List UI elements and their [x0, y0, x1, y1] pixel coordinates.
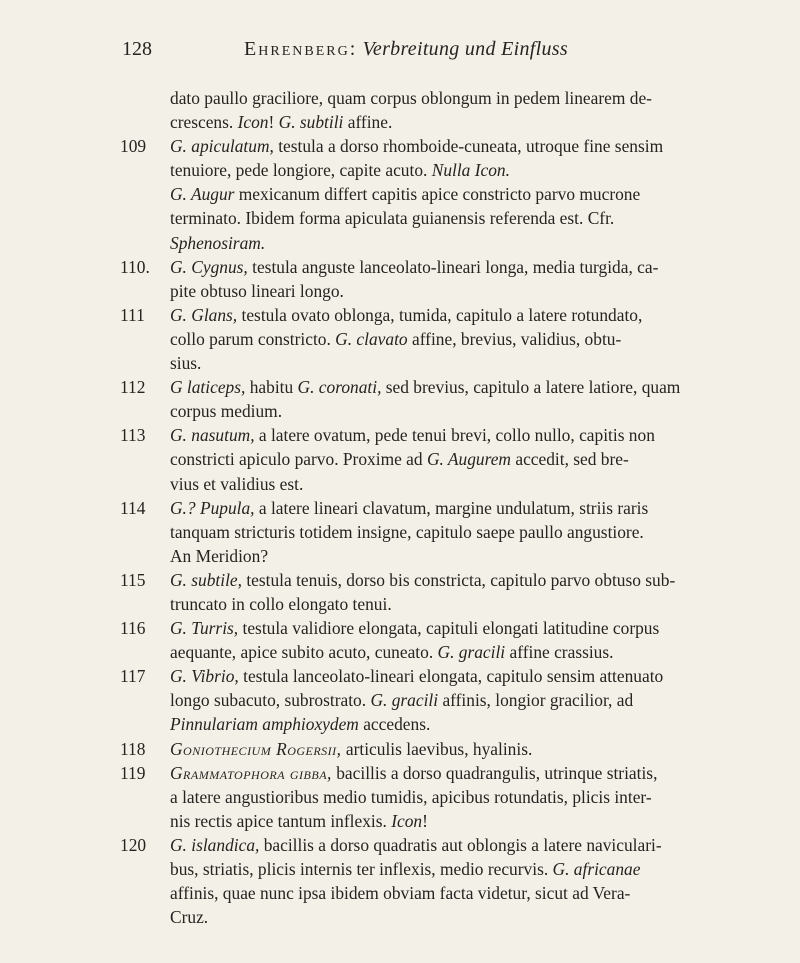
italic-run: G. gracili [370, 690, 439, 711]
entry-number: 114 [120, 497, 146, 518]
line-text [170, 423, 655, 447]
text-line [122, 520, 702, 544]
text-run: habitu [245, 377, 298, 398]
page-header [122, 38, 690, 68]
line-text [170, 351, 201, 375]
line-text [170, 905, 208, 929]
text-run: bacillis a dorso quadrangulis, utrinque striatis, [331, 762, 658, 783]
text-run: nis rectis apice tantum inflexis. [170, 810, 392, 831]
entry-number: 119 [120, 762, 146, 783]
italic-run: G. Cygnus, [170, 256, 248, 277]
text-line [122, 664, 702, 688]
line-text [170, 182, 640, 206]
text-run: a latere angustioribus medio tumidis, apicibus rotundatis, plicis inter- [170, 786, 652, 807]
text-run: bus, striatis, plicis internis ter inflexis, medio recurvis. [170, 859, 553, 879]
text-run: pite obtuso lineari longo. [170, 280, 344, 301]
line-text [170, 231, 265, 255]
italic-run: G.? Pupula, [170, 497, 255, 518]
line-text [170, 158, 510, 182]
text-run: mexicanum differt capitis apice constricto parvo mucrone [234, 184, 641, 205]
text-line [122, 640, 702, 664]
entry-number: 112 [120, 377, 146, 398]
text-run: truncato in collo elongato tenui. [170, 593, 392, 614]
text-run: accedit, sed bre- [511, 449, 629, 470]
entry-number: 115 [120, 569, 146, 590]
italic-run: G. africanae [552, 859, 641, 879]
text-run: a latere lineari clavatum, margine undulatum, striis raris [254, 497, 649, 518]
italic-run: G. Vibrio, [170, 666, 239, 687]
text-run: testula anguste lanceolato-lineari longa, media turgida, ca- [247, 256, 659, 277]
italic-run: G. coronati, [297, 377, 382, 398]
line-text [170, 399, 282, 423]
text-line [122, 737, 702, 761]
text-run: affine. [343, 112, 393, 133]
italic-run: Grammatophora gibba, [170, 762, 332, 783]
text-line [122, 206, 702, 230]
text-run: crescens. [170, 112, 238, 133]
line-text [170, 134, 663, 158]
running-head-author: Ehrenberg: [244, 38, 358, 60]
text-run: , testula a dorso rhomboide-cuneata, utroque fine sensim [269, 136, 664, 157]
line-text [170, 544, 268, 568]
text-line [122, 544, 702, 568]
text-run: ! [268, 112, 279, 133]
line-text [170, 206, 614, 230]
italic-run: G laticeps, [170, 377, 246, 398]
entry-number: 110. [120, 256, 150, 277]
text-run: a latere ovatum, pede tenui brevi, collo nullo, capitis non [254, 425, 655, 446]
text-line [122, 447, 702, 471]
text-line [122, 279, 702, 303]
running-head-title: Verbreitung und Einfluss [362, 38, 568, 60]
entry-number: 117 [120, 666, 146, 687]
text-run: tanquam stricturis totidem insigne, capitulo saepe paullo angustiore. [170, 521, 644, 542]
line-text [170, 447, 629, 471]
text-run: constricti apiculo parvo. Proxime ad [170, 449, 427, 470]
italic-run: G. islandica, [170, 834, 260, 855]
text-line [122, 255, 702, 279]
entry-number: 113 [120, 425, 146, 446]
text-line [122, 857, 702, 881]
line-text [170, 592, 392, 616]
line-text [170, 472, 303, 496]
text-line [122, 231, 702, 255]
text-run: accedens. [358, 714, 431, 735]
line-text [170, 110, 392, 134]
line-text [170, 279, 344, 303]
text-line [122, 592, 702, 616]
text-line [122, 327, 702, 351]
text-run: affinis, longior gracilior, ad [438, 690, 634, 711]
text-line [122, 351, 702, 375]
line-text [170, 664, 663, 688]
line-text [170, 712, 430, 736]
italic-run: G. Augur [170, 184, 235, 205]
line-text [170, 785, 652, 809]
italic-run: G. apiculatum [170, 136, 270, 157]
italic-run: G. Augurem [426, 449, 511, 470]
text-line [122, 905, 702, 929]
text-line [122, 303, 702, 327]
text-line [122, 375, 702, 399]
text-run: ! [422, 810, 428, 831]
line-text [170, 303, 642, 327]
line-text [170, 833, 662, 857]
text-line [122, 568, 702, 592]
line-text [170, 255, 658, 279]
text-run: An Meridion? [170, 545, 269, 566]
italic-run: Pinnulariam amphioxydem [170, 714, 359, 735]
italic-run: Icon [237, 112, 269, 133]
text-run: bacillis a dorso quadratis aut oblongis a latere naviculari- [259, 834, 662, 855]
text-run: dato paullo graciliore, quam corpus oblongum in pedem linearem de- [170, 88, 652, 108]
text-line [122, 86, 702, 110]
line-text [170, 881, 630, 905]
text-run: testula lanceolato-lineari elongata, capitulo sensim attenuato [238, 666, 664, 687]
italic-run: G. Glans, [170, 304, 238, 325]
text-run: sius. [170, 353, 202, 374]
line-text [170, 327, 621, 351]
text-line [122, 785, 702, 809]
text-run: terminato. Ibidem forma apiculata guianensis referenda est. Cfr. [170, 208, 615, 229]
text-line [122, 761, 702, 785]
text-run: testula validiore elongata, capituli elongati latitudine corpus [238, 618, 660, 639]
italic-run: G. subtili [278, 112, 344, 133]
text-line [122, 134, 702, 158]
line-text [170, 86, 652, 110]
entry-number: 116 [120, 618, 146, 639]
italic-run: Icon [391, 810, 423, 831]
text-line [122, 688, 702, 712]
entry-number: 118 [120, 738, 146, 759]
text-line [122, 833, 702, 857]
body-text [122, 86, 702, 929]
text-run: affine crassius. [505, 642, 614, 663]
text-run: testula ovato oblonga, tumida, capitulo a latere rotundato, [237, 304, 643, 325]
text-run: aequante, apice subito acuto, cuneato. [170, 642, 438, 663]
text-line [122, 616, 702, 640]
italic-run: G. clavato [335, 328, 408, 349]
italic-run: Nulla Icon. [431, 160, 510, 181]
line-text [170, 568, 675, 592]
text-line [122, 182, 702, 206]
text-run: testula tenuis, dorso bis constricta, capitulo parvo obtuso sub- [241, 569, 676, 590]
text-run: tenuiore, pede longiore, capite acuto. [170, 160, 432, 181]
line-text [170, 688, 633, 712]
line-text [170, 761, 657, 785]
line-text [170, 616, 659, 640]
text-line [122, 496, 702, 520]
line-text [170, 857, 640, 881]
entry-number: 111 [120, 304, 145, 325]
text-run: collo parum constricto. [170, 328, 336, 349]
page-number: 128 [122, 38, 152, 60]
italic-run: Sphenosiram. [170, 232, 266, 253]
text-run: Cruz. [170, 907, 209, 928]
entry-number: 120 [120, 834, 147, 855]
italic-run: G. subtile, [170, 569, 242, 590]
text-line [122, 472, 702, 496]
line-text [170, 737, 532, 761]
text-run: corpus medium. [170, 401, 283, 422]
text-line [122, 712, 702, 736]
text-line [122, 809, 702, 833]
italic-run: Goniothecium Rogersii, [170, 738, 342, 759]
italic-run: G. nasutum, [170, 425, 255, 446]
text-line [122, 110, 702, 134]
text-line [122, 158, 702, 182]
italic-run: G. Turris, [170, 618, 239, 639]
text-line [122, 423, 702, 447]
text-run: longo subacuto, subrostrato. [170, 690, 371, 711]
text-line [122, 881, 702, 905]
line-text [170, 375, 680, 399]
text-run: articulis laevibus, hyalinis. [341, 738, 533, 759]
line-text [170, 640, 614, 664]
text-line [122, 399, 702, 423]
running-head [122, 38, 690, 61]
text-run: vius et validius est. [170, 473, 304, 494]
entry-number: 109 [120, 136, 147, 157]
line-text [170, 809, 428, 833]
text-run: sed brevius, capitulo a latere latiore, quam [381, 377, 681, 398]
text-run: affinis, quae nunc ipsa ibidem obviam facta videtur, sicut ad Vera- [170, 883, 631, 904]
text-run: affine, brevius, validius, obtu- [407, 328, 622, 349]
line-text [170, 496, 648, 520]
italic-run: G. gracili [437, 642, 506, 663]
line-text [170, 520, 644, 544]
